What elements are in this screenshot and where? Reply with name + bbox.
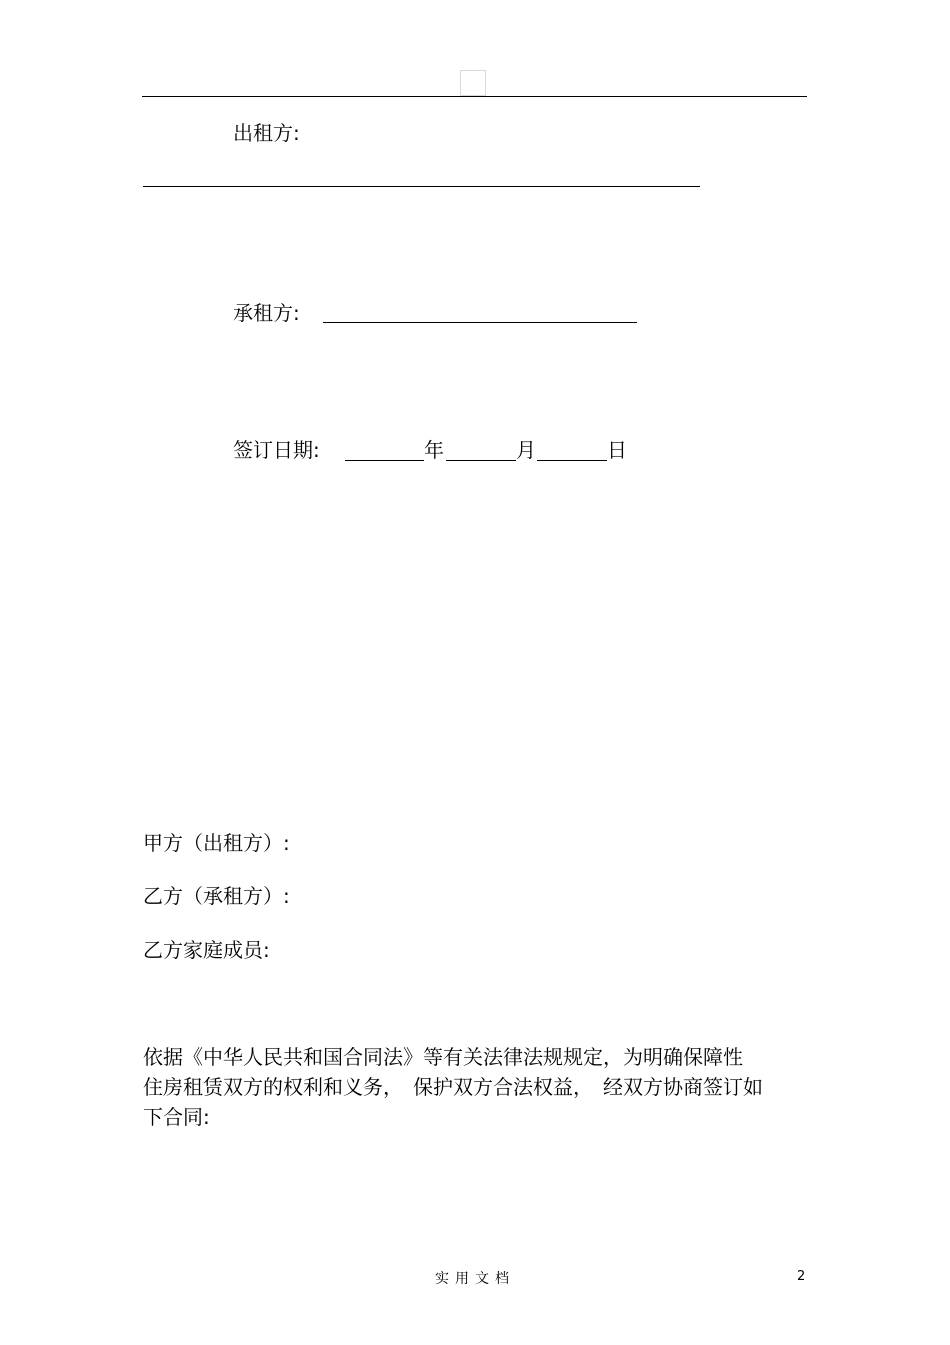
page-number: 2 [797, 1269, 806, 1284]
month-char: 月 [516, 438, 536, 462]
party-b-label: 乙方（承租方）: [143, 884, 290, 908]
day-char: 日 [607, 438, 627, 462]
year-char: 年 [424, 438, 444, 462]
preamble-line-1: 依据《中华人民共和国合同法》等有关法律法规规定，为明确保障性 [143, 1045, 743, 1069]
preamble-line-3: 下合同: [143, 1105, 210, 1129]
family-members-label: 乙方家庭成员: [143, 938, 270, 962]
lessee-label: 承租方: [233, 301, 300, 325]
header-mark [460, 70, 486, 96]
lessor-label: 出租方: [233, 121, 300, 145]
month-blank [446, 460, 516, 461]
lessor-signature-line [143, 186, 700, 187]
day-blank [537, 460, 607, 461]
preamble-line-2: 住房租赁双方的权利和义务， 保护双方合法权益， 经双方协商签订如 [143, 1075, 763, 1099]
lessee-signature-line [323, 322, 637, 323]
footer-text: 实用文档 [435, 1271, 515, 1287]
header-rule [142, 96, 807, 97]
party-a-label: 甲方（出租方）: [143, 831, 290, 855]
year-blank [345, 460, 424, 461]
signing-date-label: 签订日期: [233, 438, 320, 462]
